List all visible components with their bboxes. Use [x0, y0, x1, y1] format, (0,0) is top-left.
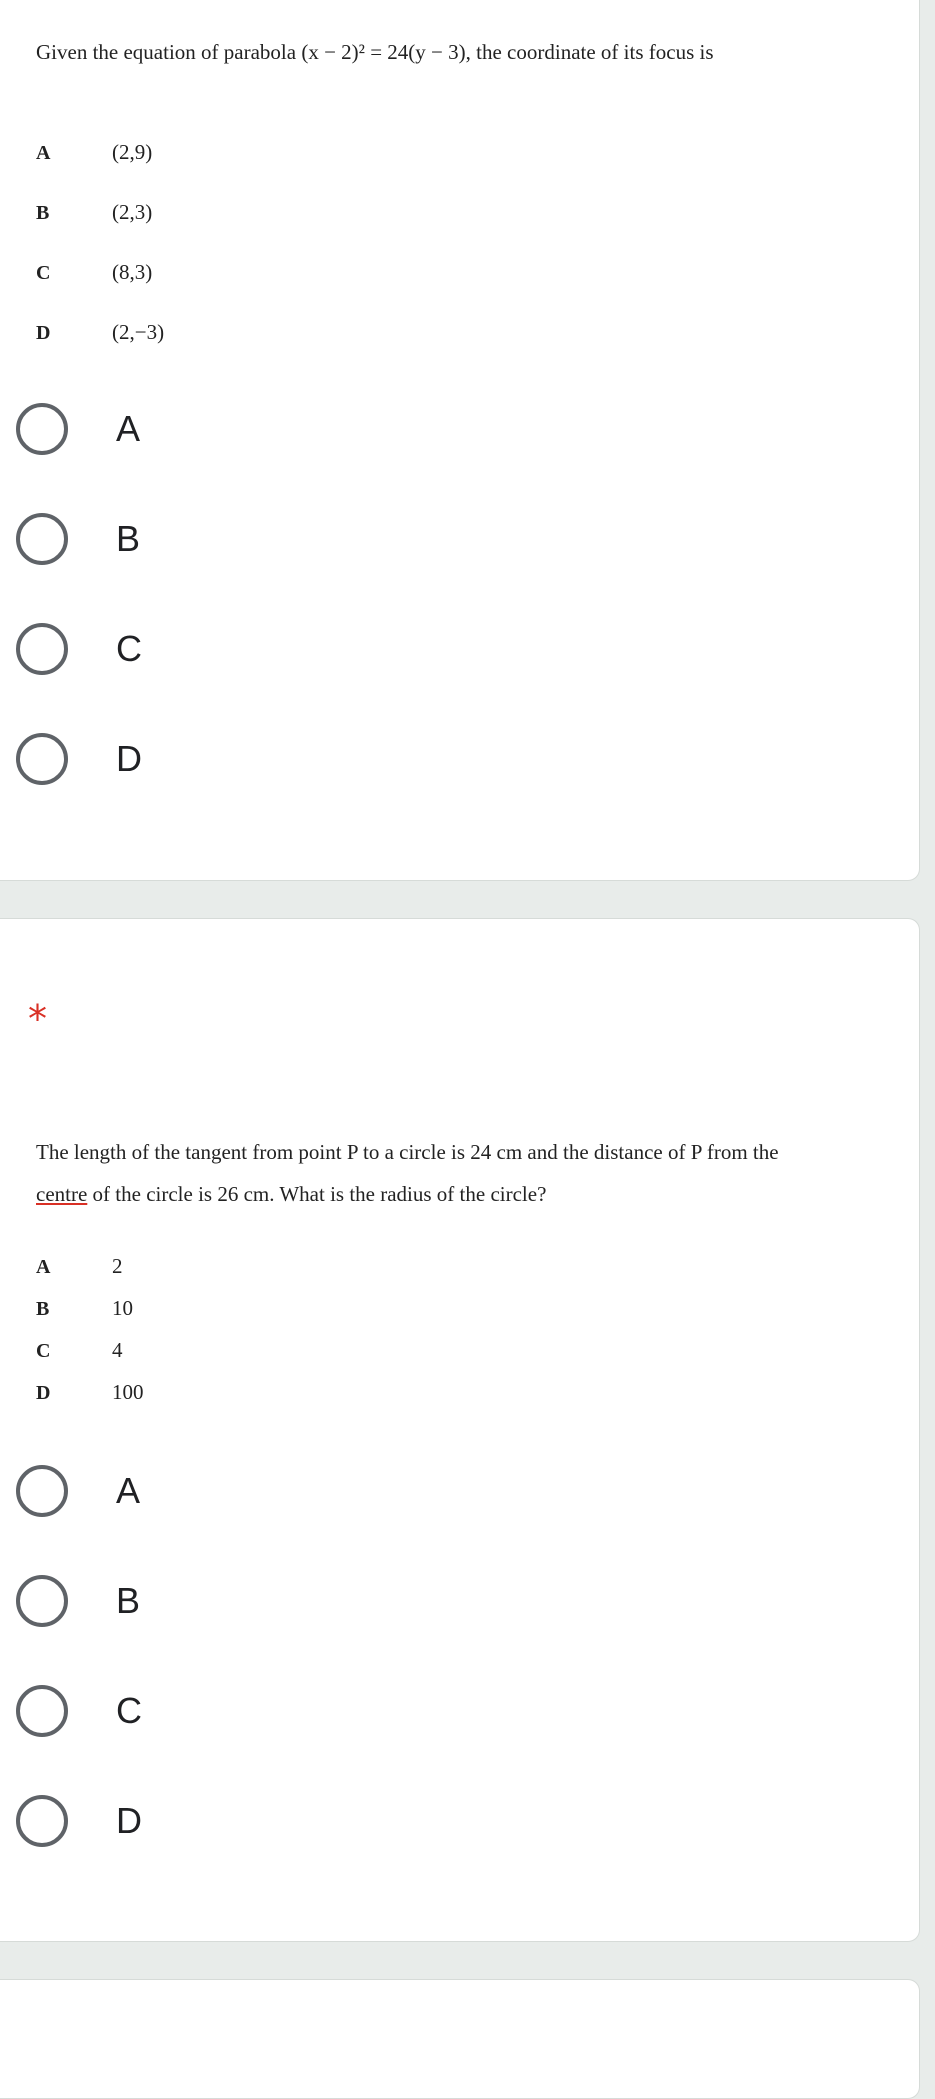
option-value: (2,−3) — [112, 320, 165, 344]
option-value: (2,9) — [112, 140, 153, 164]
question-2-radio-a[interactable] — [16, 1461, 140, 1521]
option-letter: C — [36, 1340, 51, 1362]
option-value: (2,3) — [112, 200, 153, 224]
radio-circle-icon[interactable] — [16, 1685, 68, 1737]
radio-label[interactable]: C — [116, 628, 142, 669]
question-2-option-b — [36, 1296, 133, 1321]
radio-label[interactable]: D — [116, 1800, 142, 1841]
radio-label[interactable]: B — [116, 518, 141, 559]
option-letter: A — [36, 1256, 51, 1278]
radio-circle-icon[interactable] — [16, 403, 68, 455]
question-1-option-a — [36, 140, 152, 165]
question-2-radio-b[interactable] — [16, 1571, 140, 1631]
radio-label[interactable]: A — [116, 408, 141, 449]
question-2-line-1: The length of the tangent from point P to a circle is 24 cm and the distance of P from the — [36, 1140, 779, 1164]
option-value: 4 — [112, 1338, 123, 1362]
question-2-line-2-rest: of the circle is 26 cm. What is the radius of the circle? — [87, 1182, 547, 1206]
question-card-3 — [0, 1979, 920, 2099]
radio-circle-icon[interactable] — [16, 623, 68, 675]
question-2-radio-c[interactable] — [16, 1681, 142, 1741]
question-1-radio-a[interactable] — [16, 399, 140, 459]
question-card-2 — [0, 918, 920, 1942]
radio-circle-icon[interactable] — [16, 1465, 68, 1517]
radio-label[interactable]: C — [116, 1690, 142, 1731]
required-marker: * — [28, 997, 47, 1041]
radio-circle-icon[interactable] — [16, 733, 68, 785]
question-2-option-d — [36, 1380, 144, 1405]
option-letter: C — [36, 262, 51, 284]
question-2-underlined-word: centre — [36, 1182, 88, 1206]
radio-circle-icon[interactable] — [16, 513, 68, 565]
question-1-radio-d[interactable] — [16, 729, 142, 789]
radio-circle-icon[interactable] — [16, 1795, 68, 1847]
option-letter: D — [36, 322, 51, 344]
question-1-text — [36, 40, 714, 65]
question-1-option-c — [36, 260, 152, 285]
question-2-radio-d[interactable] — [16, 1791, 142, 1851]
radio-label[interactable]: A — [116, 1470, 141, 1511]
question-2-option-c — [36, 1338, 123, 1363]
option-value: (8,3) — [112, 260, 153, 284]
radio-label[interactable]: D — [116, 738, 142, 779]
option-letter: A — [36, 142, 51, 164]
radio-label[interactable]: B — [116, 1580, 141, 1621]
option-value: 2 — [112, 1254, 123, 1278]
radio-circle-icon[interactable] — [16, 1575, 68, 1627]
question-1-radio-b[interactable] — [16, 509, 140, 569]
question-1-text-after: , the coordinate of its focus is — [465, 40, 714, 64]
option-letter: B — [36, 202, 50, 224]
option-value: 100 — [112, 1380, 144, 1404]
question-2-option-a — [36, 1254, 123, 1279]
question-1-text-before: Given the equation of parabola — [36, 40, 297, 64]
question-1-option-b — [36, 200, 152, 225]
option-value: 10 — [112, 1296, 133, 1320]
option-letter: D — [36, 1382, 51, 1404]
question-1-radio-c[interactable] — [16, 619, 142, 679]
question-2-line-2 — [36, 1182, 546, 1207]
question-1-equation: (x − 2)² = 24(y − 3) — [301, 40, 466, 64]
question-1-option-d — [36, 320, 164, 345]
option-letter: B — [36, 1298, 50, 1320]
